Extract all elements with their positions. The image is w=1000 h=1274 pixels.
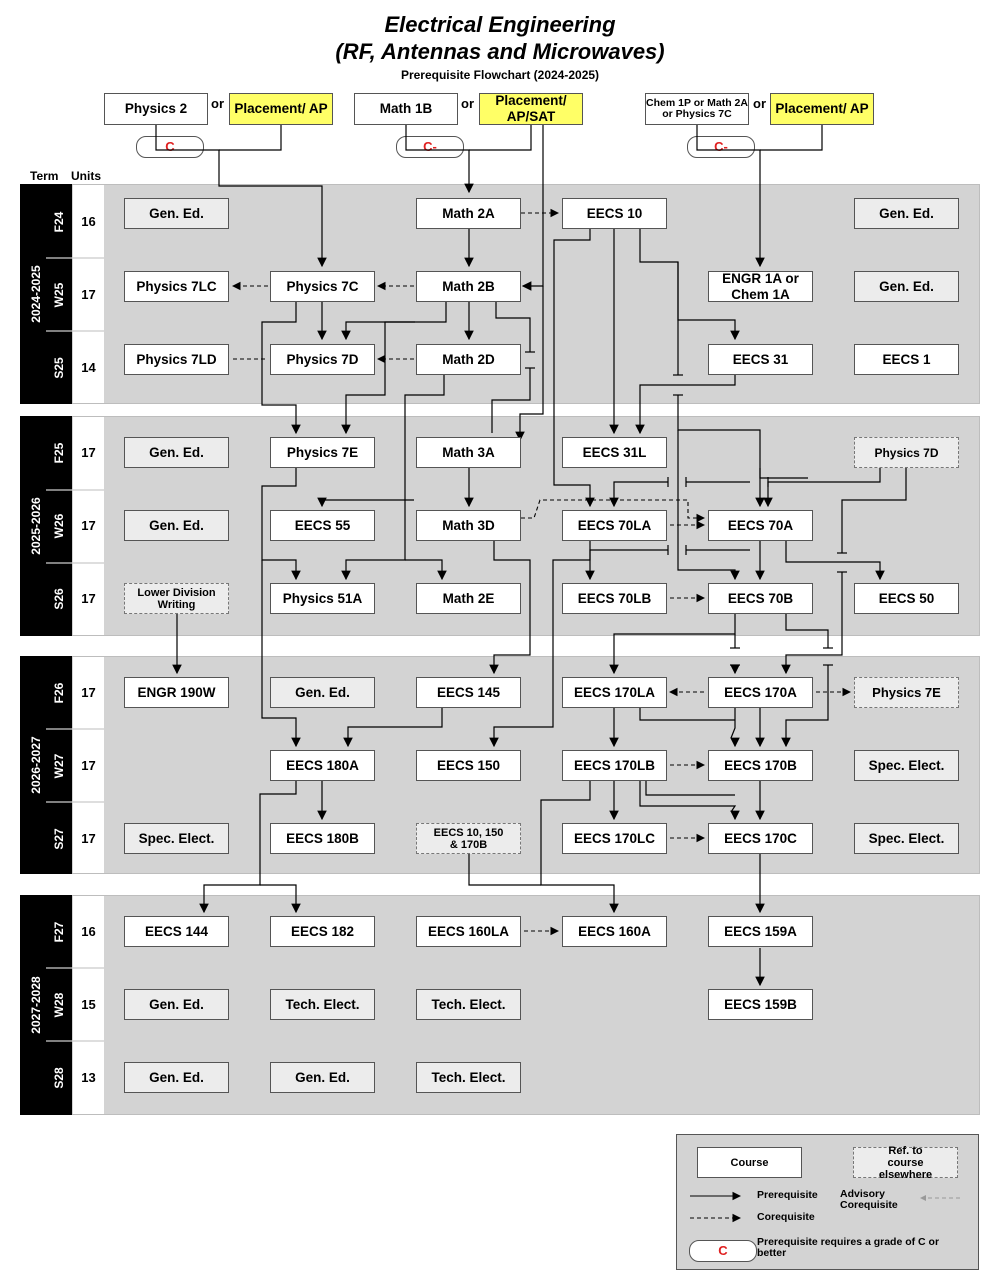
course-eecs144: EECS 144 bbox=[124, 916, 229, 947]
term-units: 16 bbox=[81, 214, 96, 229]
course-engr190w: ENGR 190W bbox=[124, 677, 229, 708]
course-math1b: Math 1B bbox=[354, 93, 458, 125]
legend-ref-box: Ref. to course elsewhere bbox=[853, 1147, 958, 1178]
ref-eecs10-150-170b: EECS 10, 150 & 170B bbox=[416, 823, 521, 854]
term-label: S25 bbox=[52, 357, 66, 379]
term-label: W27 bbox=[52, 753, 66, 779]
course-gen-ed: Gen. Ed. bbox=[124, 989, 229, 1020]
term-units: 14 bbox=[81, 360, 96, 375]
course-eecs159b: EECS 159B bbox=[708, 989, 813, 1020]
course-eecs70lb: EECS 70LB bbox=[562, 583, 667, 614]
course-chem1p-or: Chem 1P or Math 2A or Physics 7C bbox=[645, 93, 749, 125]
year-label: 2027-2028 bbox=[29, 976, 43, 1034]
term-label: W26 bbox=[52, 513, 66, 539]
course-eecs170c: EECS 170C bbox=[708, 823, 813, 854]
or-label: or bbox=[211, 96, 224, 111]
term-label: F26 bbox=[52, 682, 66, 704]
course-spec-elect: Spec. Elect. bbox=[854, 750, 959, 781]
or-label: or bbox=[753, 96, 766, 111]
legend-grade-badge: C bbox=[689, 1240, 757, 1262]
course-eecs31: EECS 31 bbox=[708, 344, 813, 375]
course-tech-elect: Tech. Elect. bbox=[270, 989, 375, 1020]
course-eecs1: EECS 1 bbox=[854, 344, 959, 375]
term-label: S28 bbox=[52, 1067, 66, 1089]
course-tech-elect: Tech. Elect. bbox=[416, 1062, 521, 1093]
chart-title-specialization: (RF, Antennas and Microwaves) bbox=[335, 39, 665, 64]
term-units: 13 bbox=[81, 1070, 96, 1085]
course-math2b: Math 2B bbox=[416, 271, 521, 302]
term-label: W28 bbox=[52, 992, 66, 1018]
term-units: 16 bbox=[81, 924, 96, 939]
course-spec-elect: Spec. Elect. bbox=[124, 823, 229, 854]
term-units: 17 bbox=[81, 591, 96, 606]
course-eecs159a: EECS 159A bbox=[708, 916, 813, 947]
course-math2e: Math 2E bbox=[416, 583, 521, 614]
term-label: F24 bbox=[52, 211, 66, 233]
term-header: Term bbox=[30, 169, 59, 183]
ref-lower-division-writing: Lower Division Writing bbox=[124, 583, 229, 614]
legend-coreq-label: Corequisite bbox=[757, 1211, 815, 1223]
course-gen-ed: Gen. Ed. bbox=[854, 198, 959, 229]
course-eecs150: EECS 150 bbox=[416, 750, 521, 781]
term-label: F25 bbox=[52, 442, 66, 464]
course-eecs170lc: EECS 170LC bbox=[562, 823, 667, 854]
placement-ap-sat-box: Placement/ AP/SAT bbox=[479, 93, 583, 125]
term-units: 15 bbox=[81, 997, 96, 1012]
course-eecs31l: EECS 31L bbox=[562, 437, 667, 468]
term-label: S26 bbox=[52, 588, 66, 610]
course-eecs170la: EECS 170LA bbox=[562, 677, 667, 708]
legend-course-box: Course bbox=[697, 1147, 802, 1178]
legend-grade-label: Prerequisite requires a grade of C or better bbox=[757, 1236, 940, 1259]
course-eecs170b: EECS 170B bbox=[708, 750, 813, 781]
course-eecs170lb: EECS 170LB bbox=[562, 750, 667, 781]
course-physics7e: Physics 7E bbox=[270, 437, 375, 468]
units-header: Units bbox=[71, 169, 101, 183]
chart-title: Electrical Engineering bbox=[384, 12, 616, 37]
course-eecs182: EECS 182 bbox=[270, 916, 375, 947]
course-eecs180a: EECS 180A bbox=[270, 750, 375, 781]
term-label: S27 bbox=[52, 828, 66, 850]
course-eecs70a: EECS 70A bbox=[708, 510, 813, 541]
ref-physics7d: Physics 7D bbox=[854, 437, 959, 468]
legend-advisory-label: Advisory Corequisite bbox=[840, 1188, 898, 1211]
term-label: F27 bbox=[52, 921, 66, 943]
course-eecs160la: EECS 160LA bbox=[416, 916, 521, 947]
course-gen-ed: Gen. Ed. bbox=[270, 1062, 375, 1093]
course-eecs145: EECS 145 bbox=[416, 677, 521, 708]
course-eecs160a: EECS 160A bbox=[562, 916, 667, 947]
grade-cminus-badge-2: C- bbox=[687, 136, 755, 158]
course-physics51a: Physics 51A bbox=[270, 583, 375, 614]
grade-c-badge: C bbox=[136, 136, 204, 158]
course-eecs50: EECS 50 bbox=[854, 583, 959, 614]
ref-physics7e: Physics 7E bbox=[854, 677, 959, 708]
course-eecs70la: EECS 70LA bbox=[562, 510, 667, 541]
or-label: or bbox=[461, 96, 474, 111]
legend-prereq-label: Prerequisite bbox=[757, 1189, 818, 1201]
course-math3d: Math 3D bbox=[416, 510, 521, 541]
course-physics7d: Physics 7D bbox=[270, 344, 375, 375]
course-gen-ed: Gen. Ed. bbox=[124, 437, 229, 468]
course-physics7lc: Physics 7LC bbox=[124, 271, 229, 302]
year-label: 2024-2025 bbox=[29, 265, 43, 323]
chart-subtitle: Prerequisite Flowchart (2024-2025) bbox=[400, 68, 600, 82]
course-spec-elect: Spec. Elect. bbox=[854, 823, 959, 854]
term-label: W25 bbox=[52, 282, 66, 308]
term-units: 17 bbox=[81, 685, 96, 700]
course-math2d: Math 2D bbox=[416, 344, 521, 375]
placement-ap-box: Placement/ AP bbox=[229, 93, 333, 125]
course-eecs10: EECS 10 bbox=[562, 198, 667, 229]
course-gen-ed: Gen. Ed. bbox=[270, 677, 375, 708]
course-physics2: Physics 2 bbox=[104, 93, 208, 125]
course-gen-ed: Gen. Ed. bbox=[124, 198, 229, 229]
course-tech-elect: Tech. Elect. bbox=[416, 989, 521, 1020]
course-physics7ld: Physics 7LD bbox=[124, 344, 229, 375]
course-eecs170a: EECS 170A bbox=[708, 677, 813, 708]
term-units: 17 bbox=[81, 287, 96, 302]
course-gen-ed: Gen. Ed. bbox=[854, 271, 959, 302]
term-units: 17 bbox=[81, 831, 96, 846]
term-units: 17 bbox=[81, 445, 96, 460]
term-units: 17 bbox=[81, 758, 96, 773]
year-label: 2025-2026 bbox=[29, 497, 43, 555]
course-eecs180b: EECS 180B bbox=[270, 823, 375, 854]
course-gen-ed: Gen. Ed. bbox=[124, 1062, 229, 1093]
course-math3a: Math 3A bbox=[416, 437, 521, 468]
course-math2a: Math 2A bbox=[416, 198, 521, 229]
course-eecs55: EECS 55 bbox=[270, 510, 375, 541]
course-eecs70b: EECS 70B bbox=[708, 583, 813, 614]
course-physics7c: Physics 7C bbox=[270, 271, 375, 302]
year-label: 2026-2027 bbox=[29, 736, 43, 794]
placement-ap-box-2: Placement/ AP bbox=[770, 93, 874, 125]
course-gen-ed: Gen. Ed. bbox=[124, 510, 229, 541]
grade-cminus-badge: C- bbox=[396, 136, 464, 158]
course-engr1a: ENGR 1A or Chem 1A bbox=[708, 271, 813, 302]
term-units: 17 bbox=[81, 518, 96, 533]
